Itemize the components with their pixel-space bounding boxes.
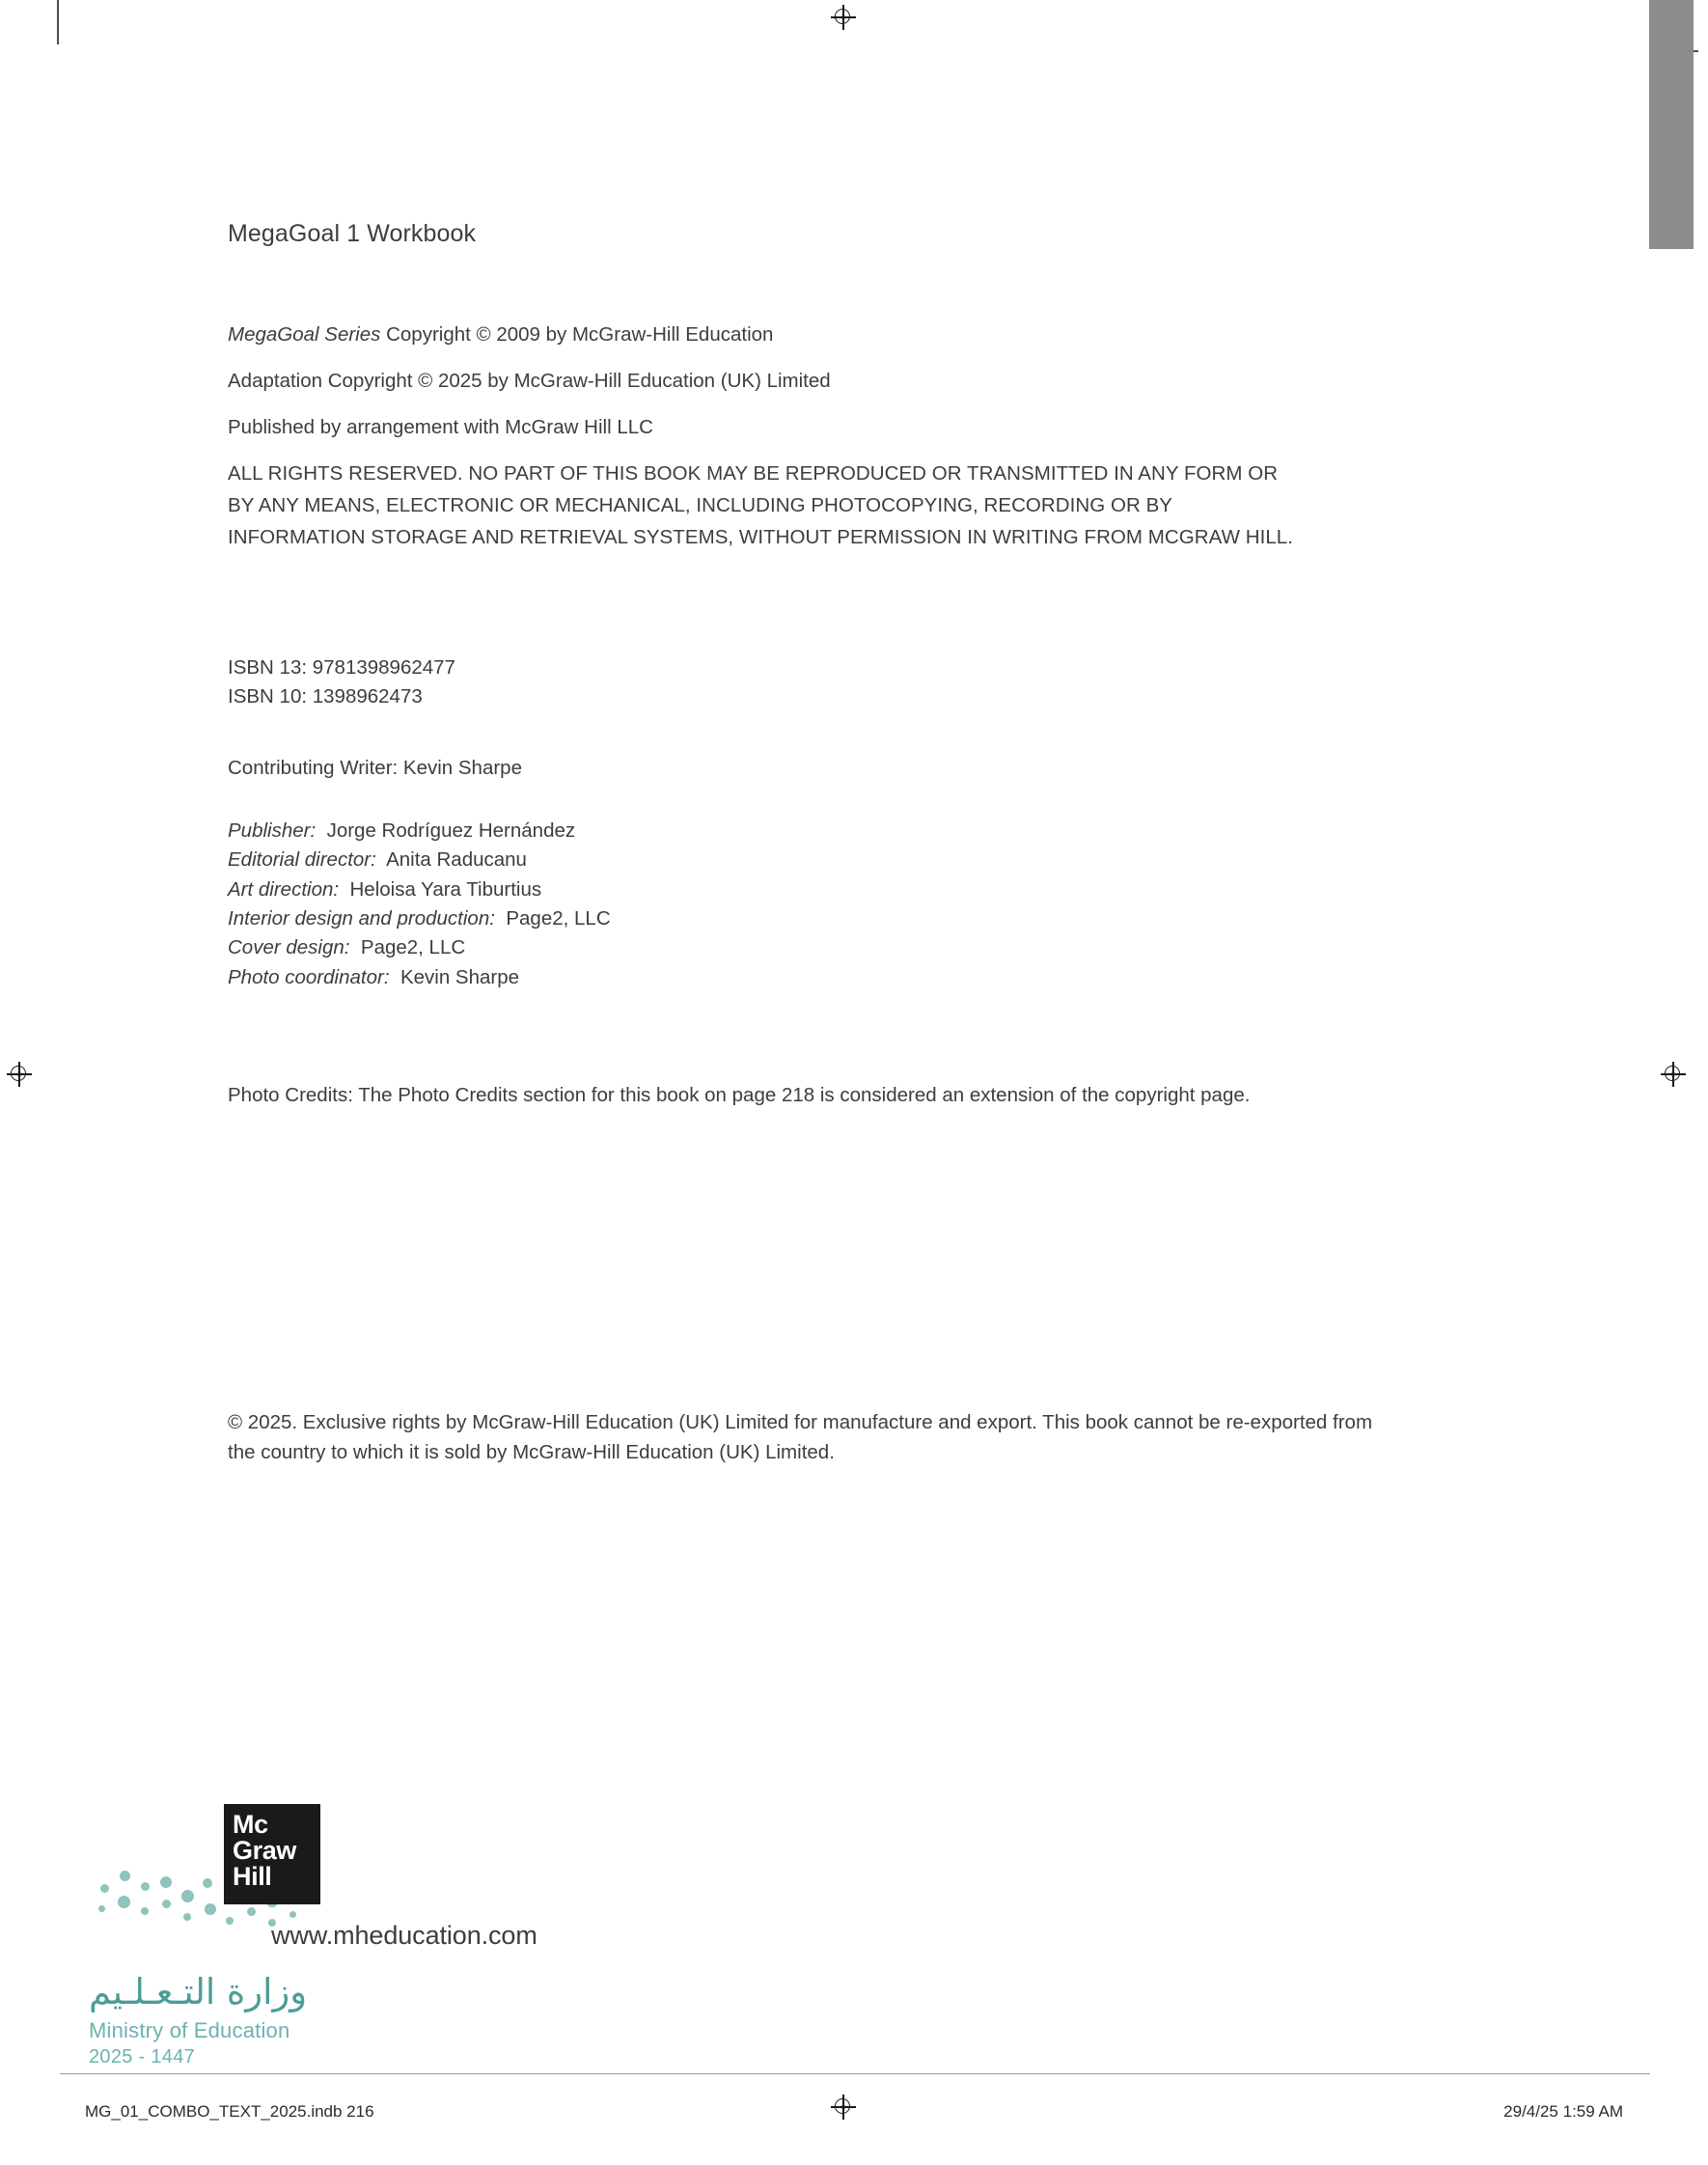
mcgraw-hill-logo	[224, 1804, 320, 1904]
footer-timestamp: 29/4/25 1:59 AM	[1503, 2102, 1623, 2121]
credit-name: Page2, LLC	[506, 906, 611, 930]
credit-role: Art direction:	[228, 877, 340, 901]
mcgraw-hill-logo-line2: Graw	[233, 1836, 296, 1865]
footer-divider	[60, 2073, 1650, 2074]
credit-name: Page2, LLC	[360, 936, 466, 959]
series-title: MegaGoal Series	[228, 323, 381, 346]
mheducation-website: www.mheducation.com	[271, 1921, 537, 1950]
credit-name: Anita Raducanu	[386, 848, 527, 872]
series-copyright-rest: Copyright © 2009 by McGraw-Hill Education	[380, 323, 774, 346]
isbn-block	[228, 653, 455, 711]
registration-mark-top	[831, 5, 856, 30]
mcgraw-hill-logo-line3: Hill	[233, 1862, 272, 1891]
adaptation-copyright-line: Adaptation Copyright © 2025 by McGraw-Hill Education (UK) Limited	[228, 370, 831, 392]
footer-file-name: MG_01_COMBO_TEXT_2025.indb 216	[85, 2102, 374, 2121]
arrangement-line: Published by arrangement with McGraw Hill LLC	[228, 416, 653, 438]
credit-role: Publisher:	[228, 819, 317, 842]
photo-credits-paragraph: Photo Credits: The Photo Credits section for this book on page 218 is considered an extension of the copyright page.	[228, 1084, 1251, 1106]
credit-name: Heloisa Yara Tiburtius	[349, 877, 542, 901]
ministry-of-education-logo	[89, 1971, 378, 2068]
isbn-10: ISBN 10: 1398962473	[228, 685, 423, 708]
ministry-years: 2025 - 1447	[89, 2046, 196, 2068]
ministry-name-english: Ministry of Education	[89, 2018, 290, 2042]
registration-dot	[1671, 1072, 1675, 1076]
registration-dot	[17, 1072, 21, 1076]
registration-dot	[841, 2105, 845, 2109]
registration-mark-bottom	[831, 2095, 856, 2120]
crop-mark-top-left	[57, 0, 59, 44]
credit-role: Interior design and production:	[228, 906, 495, 930]
credit-row	[228, 846, 611, 874]
registration-mark-right	[1661, 1062, 1686, 1087]
registration-mark-left	[7, 1062, 32, 1087]
credit-row	[228, 817, 611, 846]
credit-role: Cover design:	[228, 936, 350, 959]
page-edge-tab	[1649, 0, 1694, 249]
credit-row	[228, 933, 611, 962]
credit-row	[228, 963, 611, 992]
credit-role: Editorial director:	[228, 848, 376, 872]
registration-dot	[841, 15, 845, 19]
credit-name: Kevin Sharpe	[399, 965, 520, 988]
exclusive-rights-paragraph: © 2025. Exclusive rights by McGraw-Hill Education (UK) Limited for manufacture and export. This book cannot be re-exported from the country to which it is sold by McGraw-Hill Education (UK) Limited.	[228, 1411, 1373, 1464]
page-title: MegaGoal 1 Workbook	[228, 220, 477, 247]
ministry-name-arabic: وزارة التـعـلـيم	[89, 1971, 308, 2012]
credit-row	[228, 875, 611, 904]
mcgraw-hill-logo-line1: Mc	[233, 1810, 268, 1839]
credit-role: Photo coordinator:	[228, 965, 390, 988]
credit-row	[228, 904, 611, 933]
credits-block	[228, 817, 611, 992]
all-rights-reserved-paragraph: ALL RIGHTS RESERVED. NO PART OF THIS BOOK MAY BE REPRODUCED OR TRANSMITTED IN ANY FORM OR BY ANY MEANS, ELECTRONIC OR MECHANICAL, INCLUDING PHOTOCOPYING, RECORDING OR BY INFORMATION STORAGE AND RETRIEVAL SYSTEMS, WITHOUT PERMISSION IN WRITING FROM MCGRAW HILL.	[228, 462, 1293, 548]
isbn-13: ISBN 13: 9781398962477	[228, 656, 455, 679]
contributing-writer-line: Contributing Writer: Kevin Sharpe	[228, 757, 522, 779]
credit-name: Jorge Rodríguez Hernández	[326, 819, 576, 842]
series-copyright-line	[228, 319, 773, 350]
